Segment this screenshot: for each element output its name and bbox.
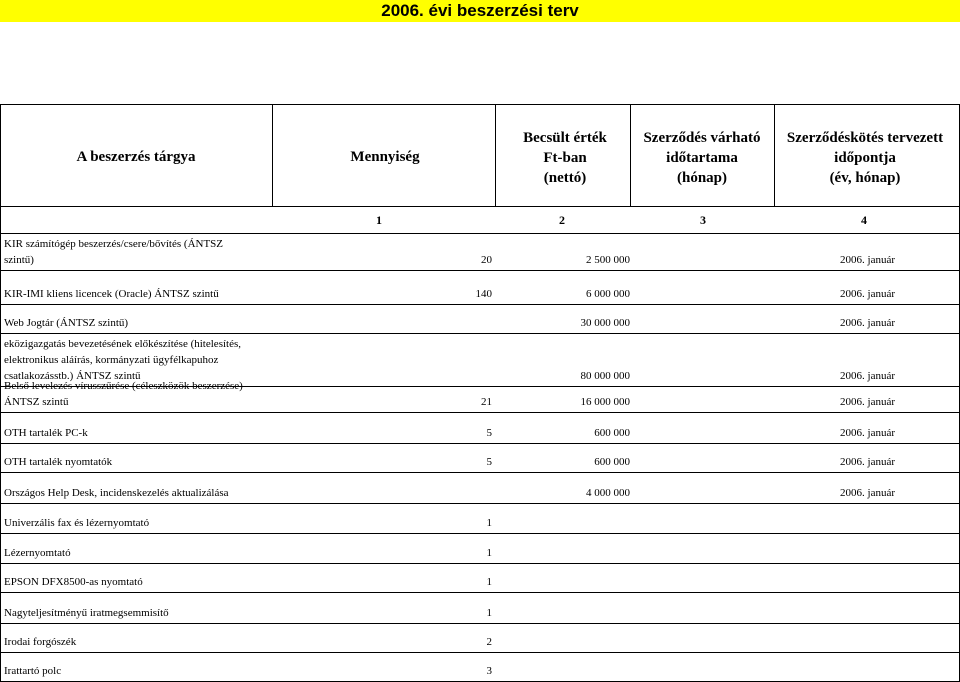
row-6-value: 600 000 [594,456,630,468]
row-7-date: 2006. január [840,487,895,499]
row-1-date: 2006. január [840,288,895,300]
row-2-date: 2006. január [840,317,895,329]
row-2-value: 30 000 000 [580,317,630,329]
row-6-date: 2006. január [840,456,895,468]
row-5-subject-line-0: OTH tartalék PC-k [4,427,88,439]
column-number-3: 3 [700,213,706,227]
row-4-subject-line-0: Belső levelezés vírusszűrése (céleszközök beszerzése) [4,380,243,392]
header-duration: Szerződés várható időtartama (hónap) [643,130,761,186]
header-quantity: Mennyiség [350,149,420,165]
row-divider [0,233,960,234]
row-5-value: 600 000 [594,427,630,439]
row-6-qty: 5 [486,456,492,468]
row-0-subject-line-0: KIR számítógép beszerzés/csere/bővítés (ÁNTSZ [4,238,224,250]
row-8-qty: 1 [486,517,492,529]
row-divider [0,443,960,444]
row-2-subject-line-0: Web Jogtár (ÁNTSZ szintű) [4,317,129,329]
row-7-subject-line-0: Országos Help Desk, incidenskezelés aktualizálása [4,487,229,499]
row-4-date: 2006. január [840,396,895,408]
row-3-subject-line-2: csatlakozásstb.) ÁNTSZ szintű [4,370,141,382]
row-12-qty: 2 [486,636,492,648]
column-number-1: 1 [376,213,382,227]
column-number-2: 2 [559,213,565,227]
header-date: Szerződéskötés tervezett időpontja (év, hónap) [786,130,944,186]
row-0-date: 2006. január [840,254,895,266]
row-divider [0,652,960,653]
row-5-qty: 5 [486,427,492,439]
row-divider [0,472,960,473]
row-7-value: 4 000 000 [586,487,630,499]
row-4-value: 16 000 000 [580,396,630,408]
row-13-qty: 3 [486,665,492,677]
row-9-qty: 1 [486,547,492,559]
row-divider [0,592,960,593]
header-subject: A beszerzés tárgya [76,149,196,165]
row-1-value: 6 000 000 [586,288,630,300]
row-divider [0,533,960,534]
row-9-subject-line-0: Lézernyomtató [4,547,71,559]
column-divider [495,104,496,206]
row-11-qty: 1 [486,607,492,619]
row-divider [0,270,960,271]
row-divider [0,623,960,624]
row-4-subject-line-1: ÁNTSZ szintű [4,396,69,408]
row-1-qty: 140 [475,288,492,300]
row-12-subject-line-0: Irodai forgószék [4,636,77,648]
row-1-subject-line-0: KIR-IMI kliens licencek (Oracle) ÁNTSZ szintű [4,288,219,300]
row-11-subject-line-0: Nagyteljesítményű iratmegsemmisítő [4,607,169,619]
row-5-date: 2006. január [840,427,895,439]
page-title: 2006. évi beszerzési terv [381,1,579,20]
row-10-subject-line-0: EPSON DFX8500-as nyomtató [4,576,143,588]
column-divider [0,104,1,682]
row-divider [0,304,960,305]
header-value: Becsült érték Ft-ban (nettó) [523,130,607,186]
row-3-value: 80 000 000 [580,370,630,382]
row-3-subject-line-1: elektronikus aláírás, kormányzati ügyfélkapuhoz [4,354,219,366]
row-divider [0,412,960,413]
column-divider [272,104,273,206]
row-0-qty: 20 [481,254,492,266]
row-divider [0,104,960,105]
row-divider [0,206,960,207]
column-divider [630,104,631,206]
row-3-subject-line-0: eközigazgatás bevezetésének előkészítése (hitelesítés, [4,338,241,350]
row-divider [0,563,960,564]
row-6-subject-line-0: OTH tartalék nyomtatók [4,456,113,468]
row-3-date: 2006. január [840,370,895,382]
row-0-value: 2 500 000 [586,254,630,266]
row-13-subject-line-0: Irattartó polc [4,665,62,677]
column-number-4: 4 [861,213,867,227]
row-0-subject-line-1: szintű) [4,254,34,266]
row-divider [0,333,960,334]
row-10-qty: 1 [486,576,492,588]
row-4-qty: 21 [481,396,492,408]
row-divider [0,503,960,504]
row-8-subject-line-0: Univerzális fax és lézernyomtató [4,517,150,529]
